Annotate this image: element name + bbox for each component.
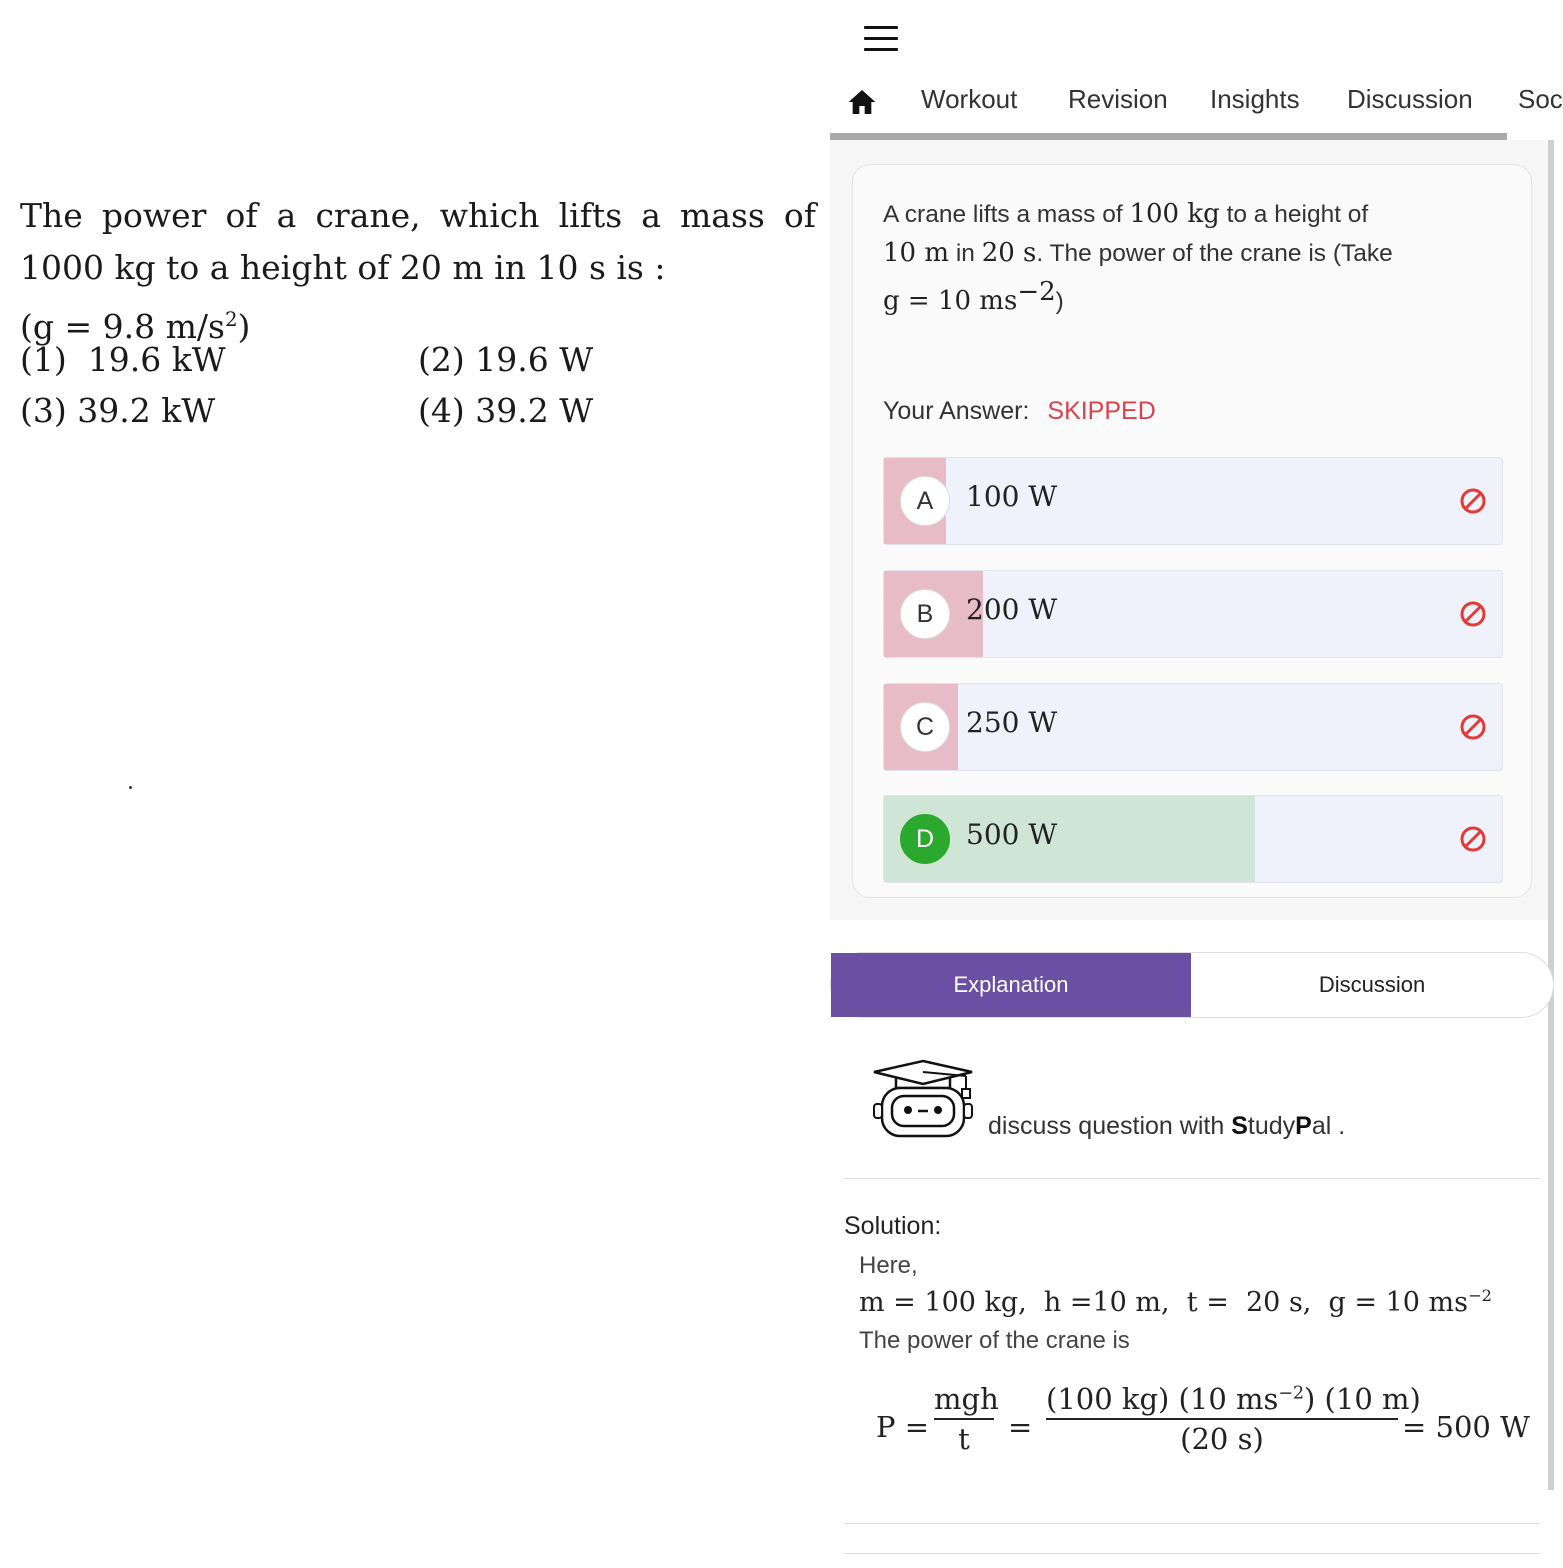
formula-fraction-1: mgh t [934, 1382, 999, 1456]
divider [844, 1178, 1540, 1179]
formula-equals: = [1008, 1410, 1033, 1444]
option-letter: D [900, 814, 950, 864]
nav-revision[interactable]: Revision [1068, 84, 1168, 114]
not-allowed-icon [1458, 599, 1488, 629]
question-line-3: (g = 9.8 $m/s^2$) [20, 307, 251, 346]
hamburger-icon[interactable] [864, 26, 900, 52]
option-letter: A [900, 476, 950, 526]
page-scrollbar[interactable] [1548, 140, 1554, 1490]
scan-speck [129, 786, 132, 789]
option-a[interactable] [883, 457, 1503, 545]
solution-power-text: The power of the crane is [859, 1327, 1130, 1354]
scanned-option-4: (4) 39.2 W [418, 391, 594, 430]
option-b[interactable] [883, 570, 1503, 658]
divider [844, 1523, 1540, 1524]
explanation-tabs [830, 952, 1554, 1018]
question-stem: A crane lifts a mass of 100 kg to a height of 10 m in 20 s. The power of the crane is (Take g = 10 $ms^{-2}$) [883, 199, 1393, 317]
option-letter: C [900, 702, 950, 752]
answer-status: SKIPPED [1047, 397, 1156, 425]
option-value: 500 W [966, 818, 1058, 851]
solution-given: m = 100 kg, h =10 m, t = 20 s, g = 10 $ms^{-2}$ [859, 1286, 1492, 1318]
nav-insights[interactable]: Insights [1210, 84, 1300, 114]
your-answer: Your Answer: SKIPPED [883, 397, 1156, 425]
app-panel [830, 0, 1563, 1568]
tab-explanation[interactable]: Explanation [831, 953, 1191, 1017]
question-image-text [20, 190, 816, 353]
tab-discussion[interactable]: Discussion [1318, 972, 1426, 997]
nav-discussion[interactable]: Discussion [1347, 84, 1473, 114]
scanned-option-3: (3) 39.2 kW [20, 391, 216, 430]
option-value: 200 W [966, 593, 1058, 626]
scanned-option-2: (2) 19.6 W [418, 340, 594, 379]
option-value: 250 W [966, 706, 1058, 739]
option-c[interactable] [883, 683, 1503, 771]
formula-p: P = [876, 1410, 930, 1444]
option-d[interactable] [883, 795, 1503, 883]
nav-social[interactable]: Soc [1518, 84, 1563, 114]
nav-scrollbar[interactable] [830, 133, 1507, 140]
discuss-with-studypal[interactable]: discuss question with StudyPal . [988, 1112, 1346, 1140]
nav-workout[interactable]: Workout [921, 84, 1018, 114]
option-letter: B [900, 589, 950, 639]
not-allowed-icon [1458, 824, 1488, 854]
scanned-option-1: (1) 19.6 kW [20, 340, 226, 379]
not-allowed-icon [1458, 712, 1488, 742]
divider [844, 1553, 1540, 1554]
studypal-robot-icon[interactable] [868, 1058, 978, 1142]
question-card [852, 164, 1532, 898]
formula-result: = 500 W [1402, 1410, 1530, 1444]
solution-title: Solution: [844, 1212, 942, 1240]
solution-here: Here, [859, 1252, 918, 1279]
formula-fraction-2: (100 kg) (10 $ms^{-2}$) (10 m) (20 s) [1046, 1382, 1421, 1456]
top-nav [830, 70, 1563, 134]
question-line-2: 1000 kg to a height of 20 m in 10 s is : [20, 248, 666, 287]
question-line-1: The power of a crane, which lifts a mass of [20, 196, 816, 235]
question-section [830, 140, 1548, 920]
home-icon[interactable] [846, 86, 878, 118]
option-value: 100 W [966, 480, 1058, 513]
not-allowed-icon [1458, 486, 1488, 516]
